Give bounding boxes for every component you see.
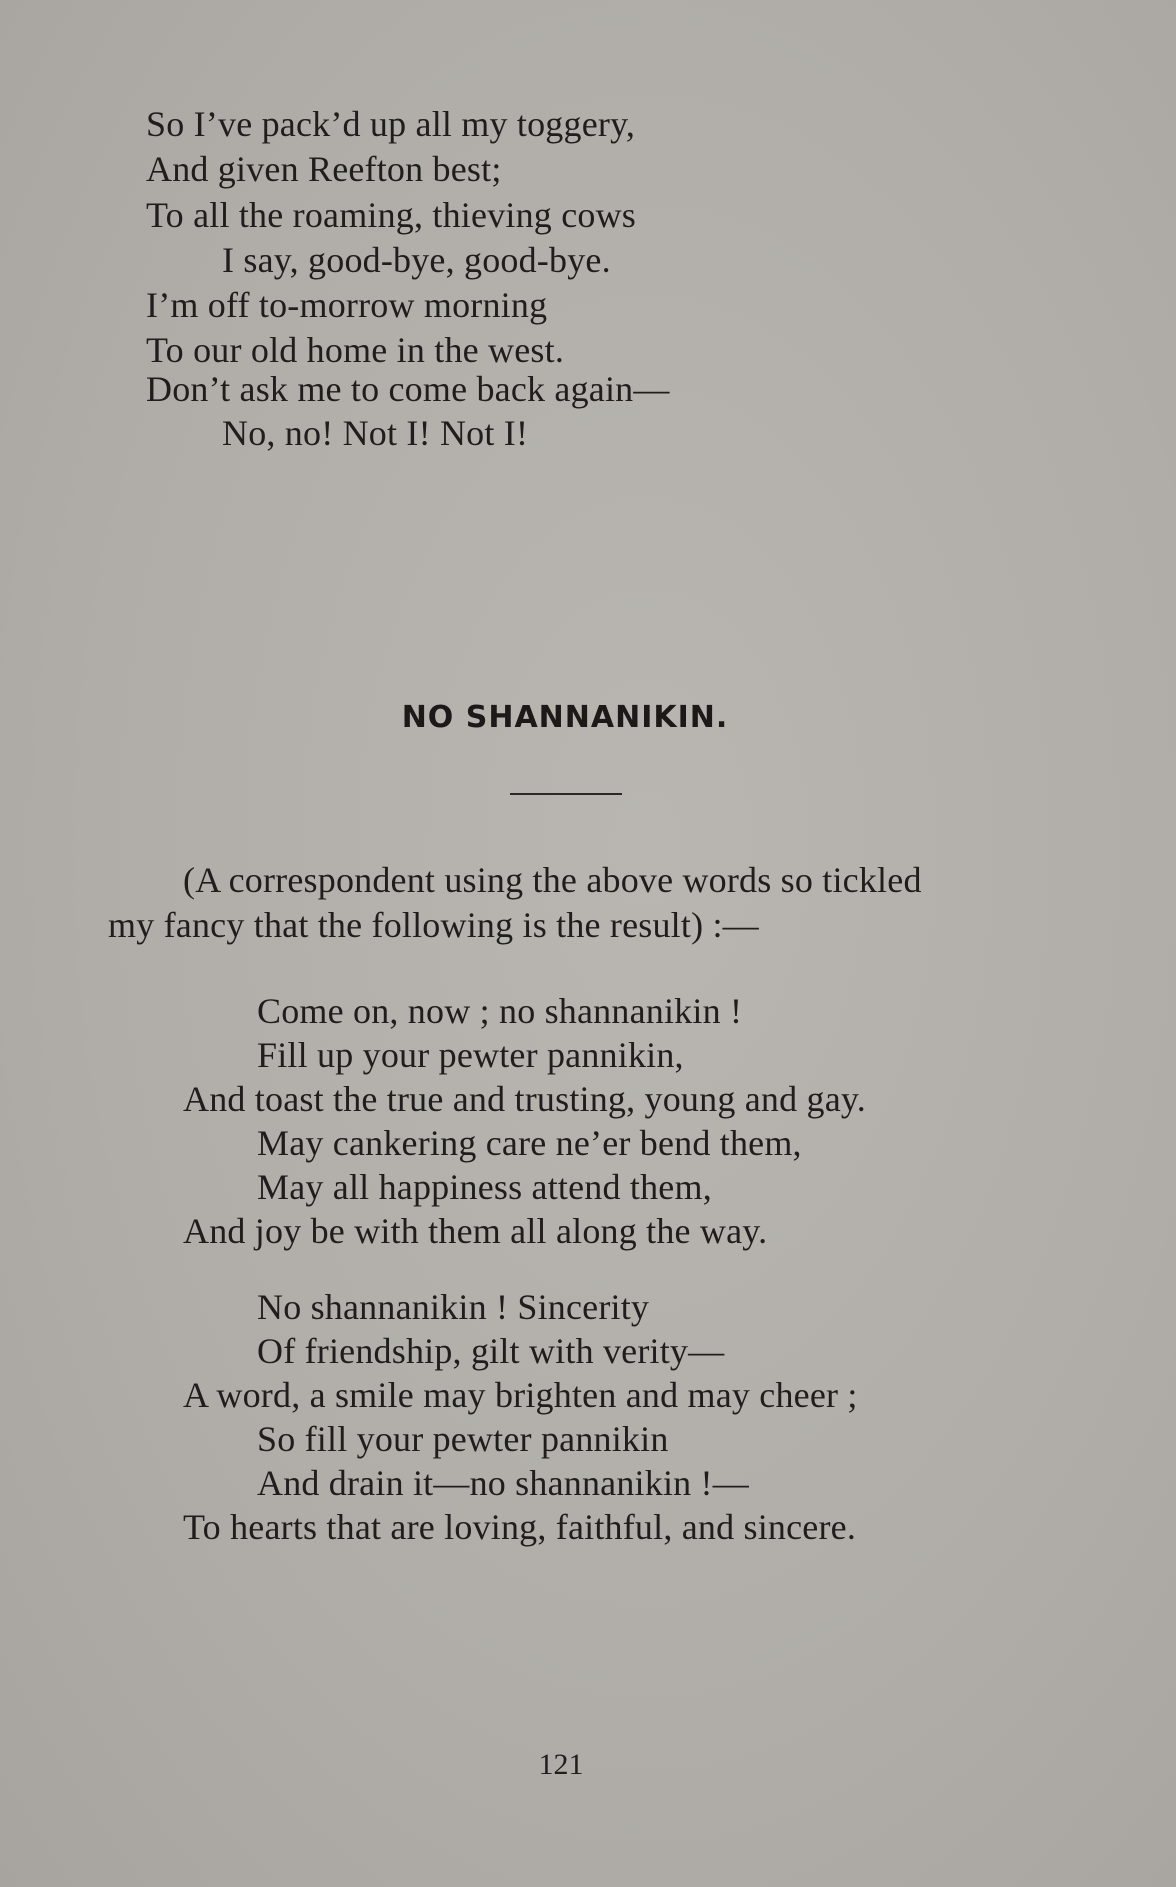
poem-line: Don’t ask me to come back again—	[146, 369, 670, 409]
page-number: 121	[538, 1748, 584, 1781]
poem-line: Fill up your pewter pannikin,	[257, 1035, 684, 1075]
poem-line: Of friendship, gilt with verity—	[257, 1331, 725, 1371]
poem-line: May all happiness attend them,	[257, 1167, 712, 1207]
poem-line: I’m off to-morrow morning	[146, 285, 548, 325]
poem-line: A word, a smile may brighten and may cheer ;	[183, 1375, 858, 1415]
poem-line: No, no! Not I! Not I!	[222, 413, 529, 453]
poem-line: To our old home in the west.	[146, 330, 565, 370]
poem-line: To all the roaming, thieving cows	[146, 195, 636, 235]
poem-line: And drain it—no shannanikin !—	[257, 1463, 749, 1503]
intro-line: my fancy that the following is the result) :—	[108, 905, 759, 945]
poem-title: NO SHANNANIKIN.	[401, 700, 729, 735]
poem-line: Come on, now ; no shannanikin !	[257, 991, 743, 1031]
poem-line: No shannanikin ! Sincerity	[257, 1287, 650, 1327]
poem-line: So I’ve pack’d up all my toggery,	[146, 104, 636, 144]
poem-line: So fill your pewter pannikin	[257, 1419, 669, 1459]
poem-line: And joy be with them all along the way.	[183, 1211, 768, 1251]
poem-line: May cankering care ne’er bend them,	[257, 1123, 802, 1163]
poem-line: To hearts that are loving, faithful, and sincere.	[183, 1507, 857, 1547]
intro-line: (A correspondent using the above words so tickled	[183, 860, 922, 900]
poem-line: And toast the true and trusting, young and gay.	[183, 1079, 866, 1119]
title-divider	[510, 793, 622, 795]
poem-line: I say, good-bye, good-bye.	[222, 240, 611, 280]
poem-line: And given Reefton best;	[146, 149, 502, 189]
